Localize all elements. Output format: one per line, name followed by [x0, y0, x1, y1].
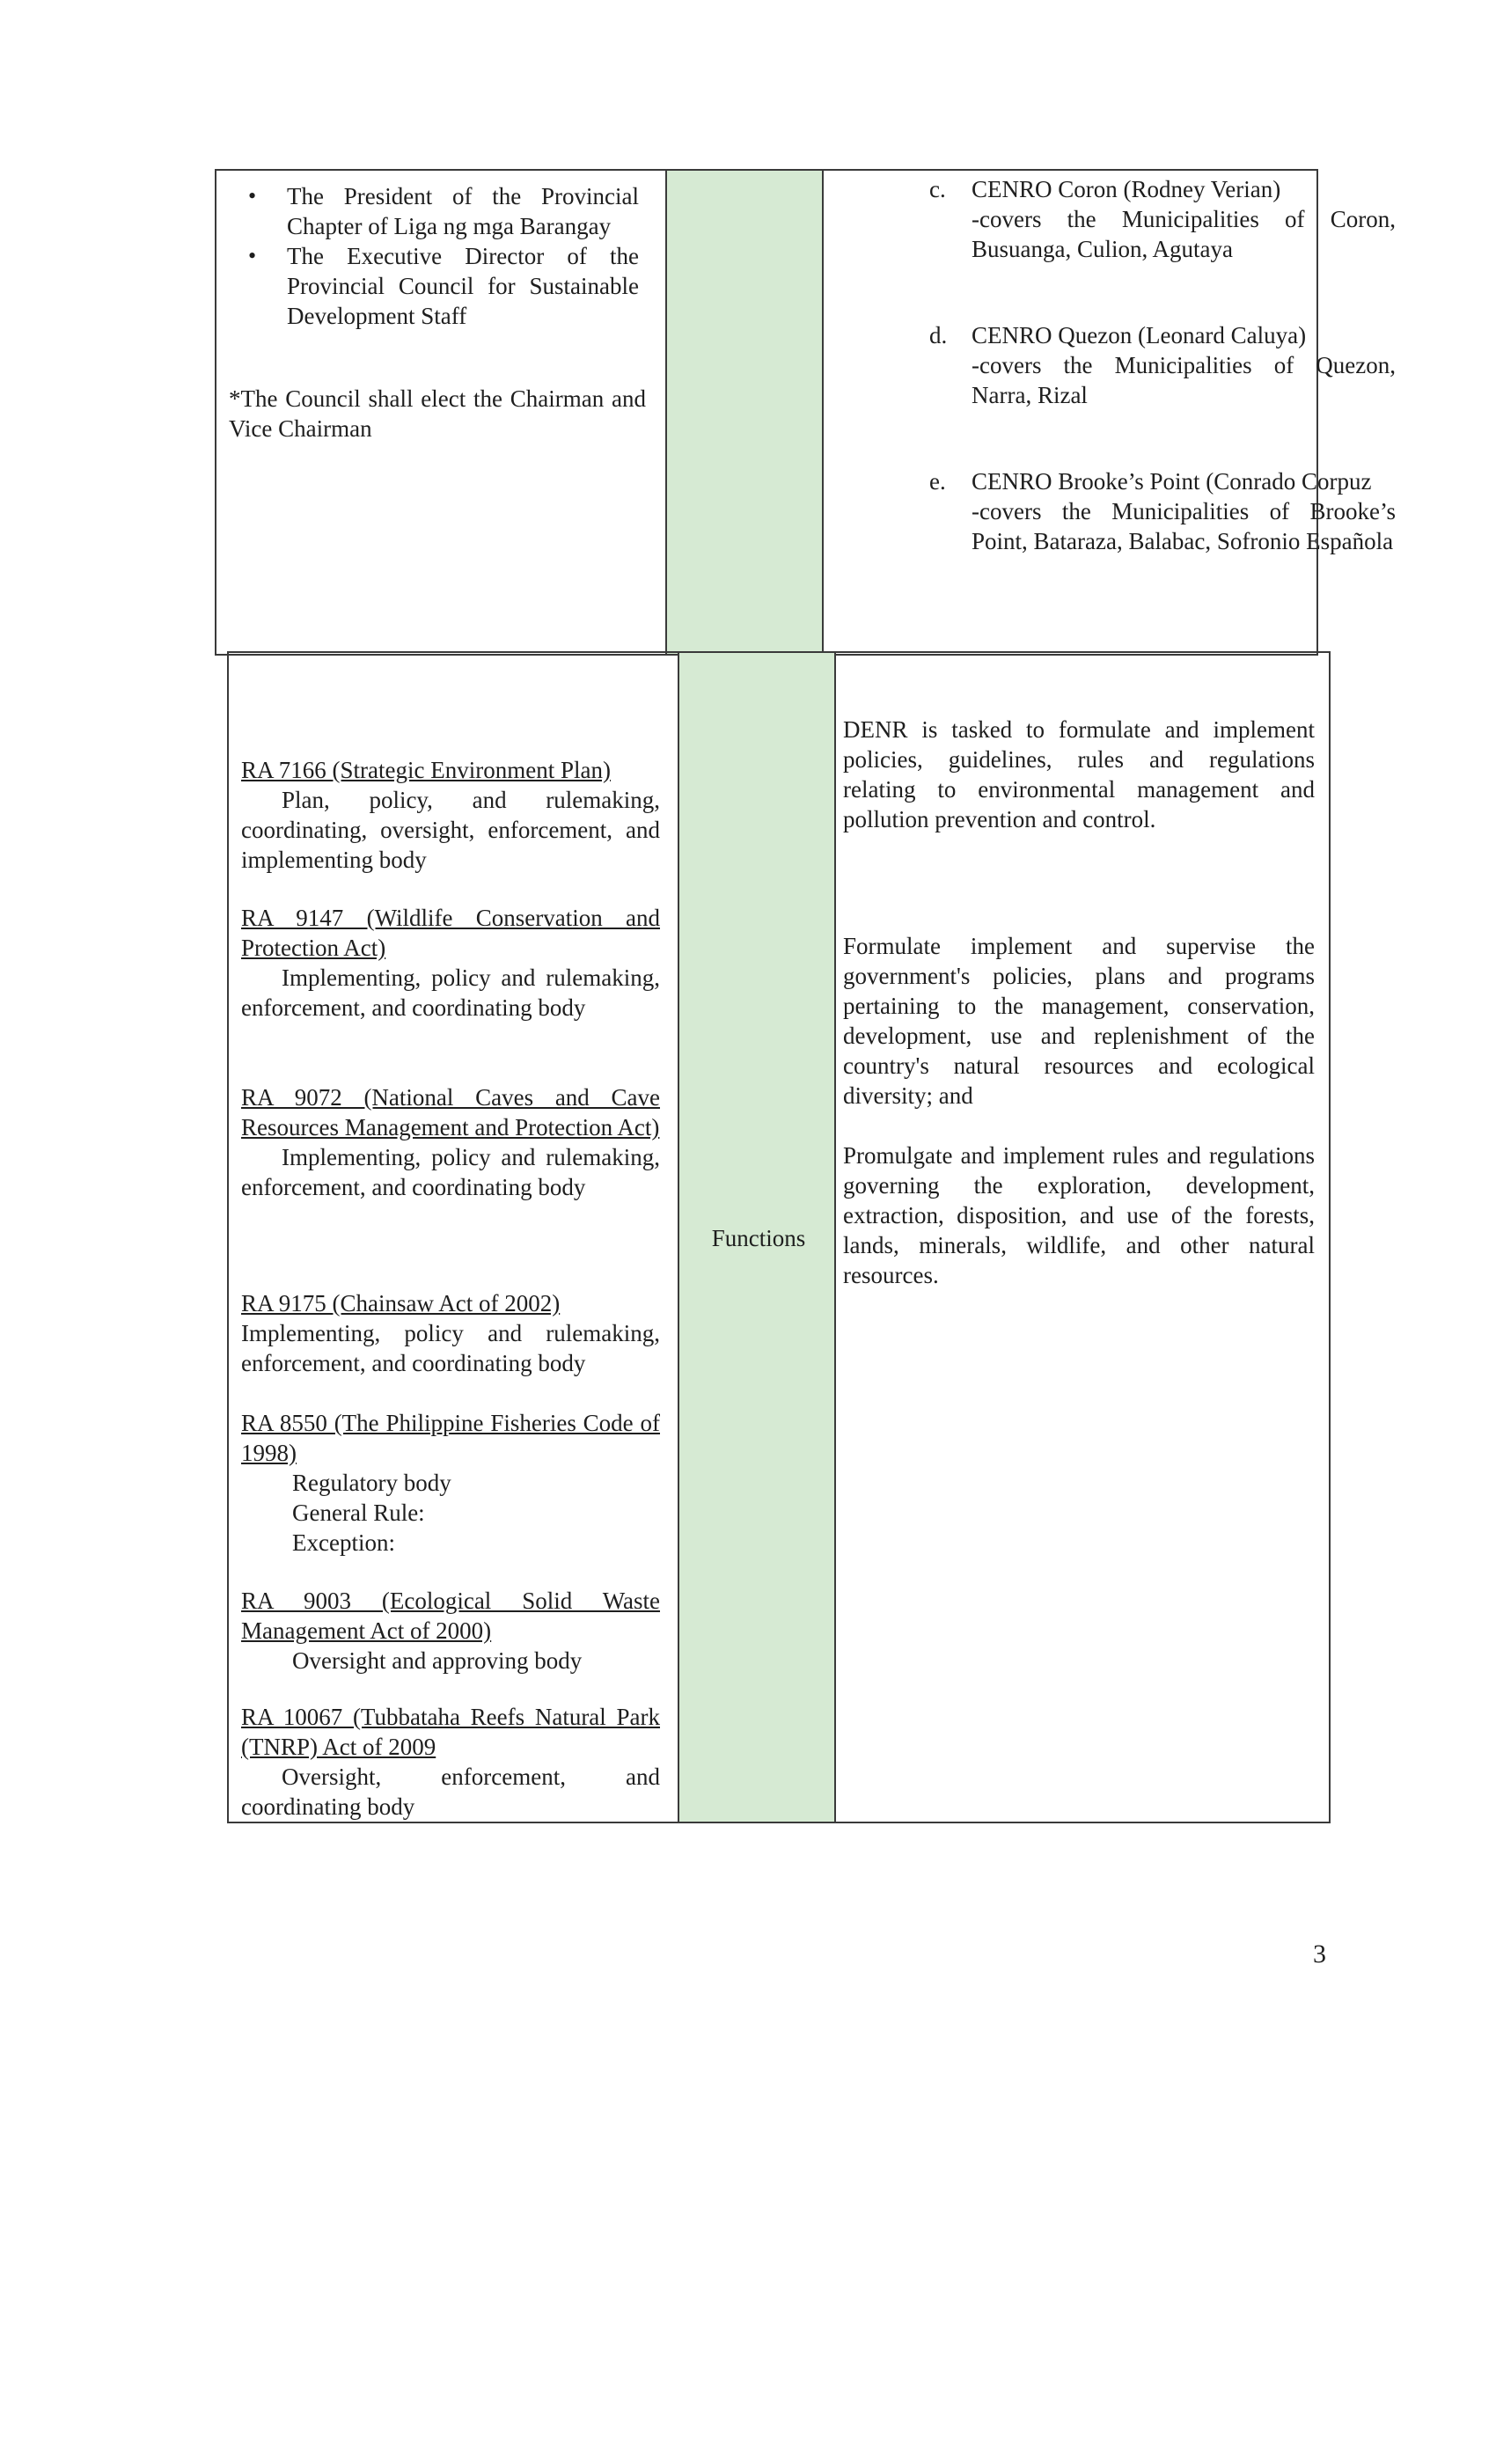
act-ra-10067 — [241, 1702, 660, 1822]
act-title: RA 9175 (Chainsaw Act of 2002) — [241, 1290, 561, 1316]
cenro-item-brookes-point — [887, 466, 1396, 556]
item-letter: e. — [929, 468, 946, 495]
cenro-covers: -covers the Municipalities of Quezon, Narra, Rizal — [972, 352, 1396, 408]
act-role: Regulatory body — [292, 1470, 451, 1496]
council-table-continued — [215, 169, 1396, 656]
promulgate-paragraph: Promulgate and implement rules and regulations governing the exploration, development, extraction, disposition, and use of the forests, lands, minerals, wildlife, and other natural resources. — [843, 1142, 1315, 1288]
cenro-covers: -covers the Municipalities of Brooke’s Point, Bataraza, Balabac, Sofronio Española — [972, 498, 1396, 554]
act-role: Plan, policy, and rulemaking, coordinating, oversight, enforcement, and implementing body — [241, 787, 660, 873]
act-role: Oversight, enforcement, and coordinating body — [241, 1764, 660, 1820]
act-title: RA 9147 (Wildlife Conservation and Protection Act) — [241, 905, 660, 961]
act-ra-9003 — [241, 1586, 660, 1676]
functions-table — [227, 651, 1331, 1823]
act-title: RA 7166 (Strategic Environment Plan) — [241, 757, 611, 783]
item-letter: c. — [929, 176, 946, 202]
denr-mandate-paragraph: DENR is tasked to formulate and implement policies, guidelines, rules and regulations relating to environmental management and pollution prevention and control. — [843, 716, 1315, 832]
member-bullet-pcsd: • The Executive Director of the Provincial Council for Sustainable Development Staff — [243, 241, 639, 331]
act-exception: Exception: — [292, 1529, 395, 1556]
act-role: Implementing, policy and rulemaking, enforcement, and coordinating body — [241, 964, 660, 1021]
item-letter: d. — [929, 322, 948, 348]
act-ra-8550 — [241, 1408, 660, 1558]
functions-label: Functions — [711, 1225, 806, 1251]
cenro-item-coron — [887, 174, 1396, 264]
act-ra-7166 — [241, 755, 660, 875]
denr-functions-cell — [836, 653, 1329, 1822]
member-bullet-liga: • The President of the Provincial Chapter of Liga ng mga Barangay — [243, 181, 639, 241]
formulate-paragraph: Formulate implement and supervise the government's policies, plans and programs pertaining to the management, conservation, development, use and replenishment of the country's natural resources and ecological diversity; and — [843, 933, 1315, 1109]
cenro-covers: -covers the Municipalities of Coron, Busuanga, Culion, Agutaya — [972, 206, 1396, 262]
act-ra-9072 — [241, 1082, 660, 1202]
act-role: Implementing, policy and rulemaking, enforcement, and coordinating body — [241, 1144, 660, 1200]
cenro-item-quezon — [887, 320, 1396, 410]
page-number: 3 — [1313, 1940, 1326, 1969]
act-ra-9147 — [241, 903, 660, 1023]
act-role: Implementing, policy and rulemaking, enforcement, and coordinating body — [241, 1320, 660, 1376]
shaded-middle-cell — [665, 171, 824, 654]
act-role: Oversight and approving body — [292, 1647, 583, 1674]
act-ra-9175 — [241, 1288, 660, 1378]
functions-label-cell — [678, 653, 836, 1822]
cenro-title: CENRO Coron (Rodney Verian) — [972, 176, 1281, 202]
act-title: RA 8550 (The Philippine Fisheries Code of 1998) — [241, 1410, 660, 1466]
council-members-cell — [216, 171, 665, 654]
chairman-election-note: *The Council shall elect the Chairman and Vice Chairman — [229, 385, 646, 442]
cenro-list-cell — [824, 171, 1396, 654]
laws-cell — [229, 653, 678, 1822]
act-title: RA 10067 (Tubbataha Reefs Natural Park (TNRP) Act of 2009 — [241, 1704, 660, 1760]
act-title: RA 9003 (Ecological Solid Waste Management Act of 2000) — [241, 1588, 660, 1644]
cenro-title: CENRO Quezon (Leonard Caluya) — [972, 322, 1307, 348]
cenro-title: CENRO Brooke’s Point (Conrado Corpuz — [972, 468, 1372, 495]
act-title: RA 9072 (National Caves and Cave Resources Management and Protection Act) — [241, 1084, 660, 1140]
member-bullet-list — [243, 181, 639, 331]
act-general-rule: General Rule: — [292, 1500, 425, 1526]
